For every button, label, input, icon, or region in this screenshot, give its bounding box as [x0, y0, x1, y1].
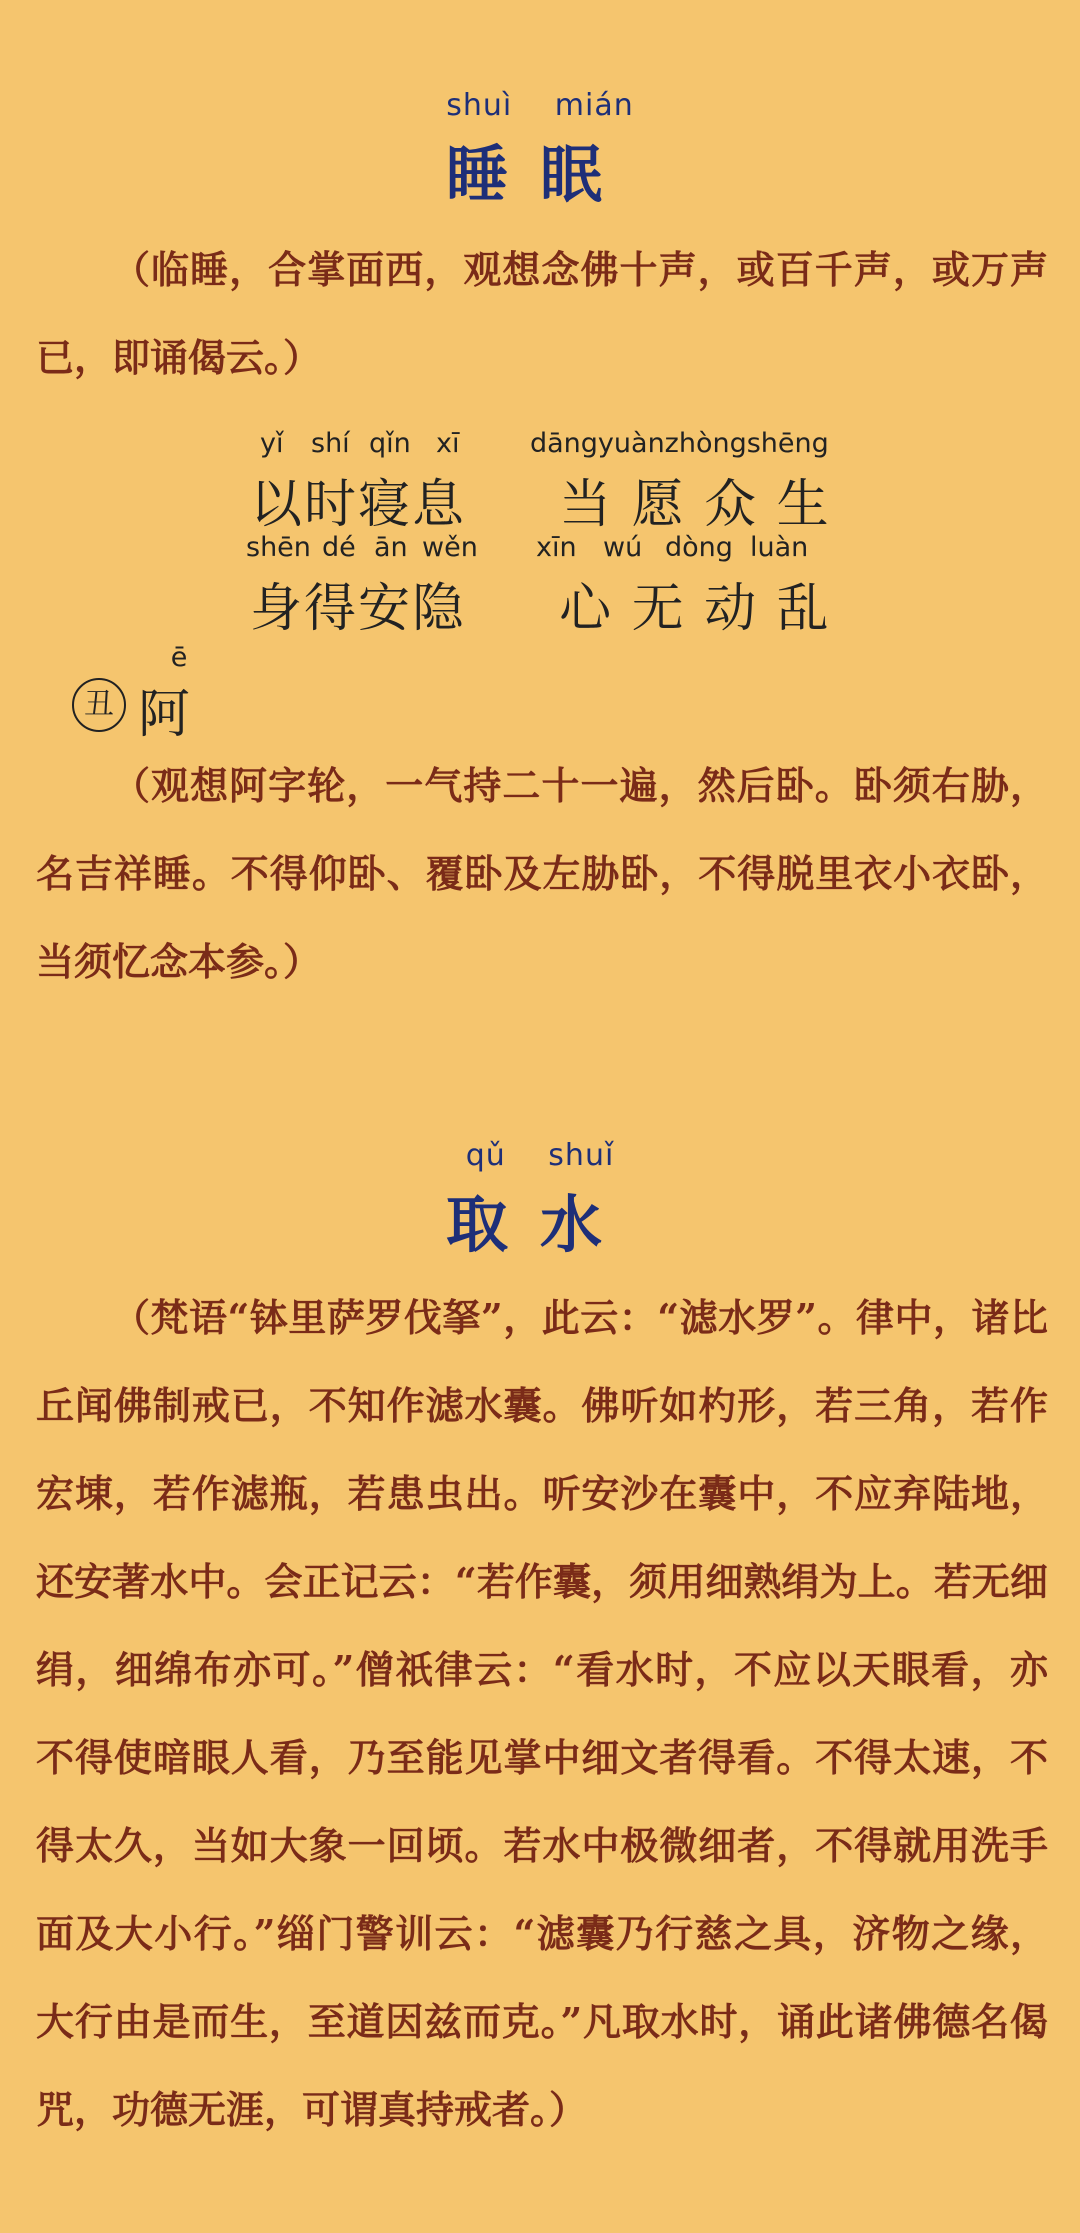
- title-char: 水: [540, 1188, 635, 1261]
- section-title: [0, 1175, 1080, 1264]
- title-pinyin-syllable: shuì: [446, 88, 513, 123]
- verse-pinyin-syllable: luàn: [750, 532, 809, 563]
- verse-pinyin: [246, 532, 850, 566]
- title-char: 取: [445, 1188, 540, 1261]
- mantra-pinyin: ē: [170, 642, 188, 673]
- verse-pinyin-syllable: dé: [322, 532, 356, 563]
- circled-mark-icon: 丑: [72, 678, 126, 732]
- verse-line: [250, 428, 850, 537]
- verse-pinyin: [250, 428, 850, 462]
- verse-pinyin-syllable: qǐn: [369, 428, 411, 459]
- title-char: 睡: [445, 138, 540, 211]
- verse-half: 以时寝息: [250, 475, 467, 535]
- verse-pinyin-syllable: wú: [603, 532, 643, 563]
- section-heading-sleep: [0, 88, 1080, 214]
- title-pinyin: [0, 88, 1080, 123]
- verse-line: [246, 532, 850, 641]
- verse-characters: [250, 566, 850, 641]
- title-char: 眠: [540, 138, 635, 211]
- verse-pinyin-syllable: xī: [436, 428, 460, 459]
- verse-pinyin-syllable: xīn: [536, 532, 577, 563]
- title-pinyin-syllable: qǔ: [465, 1138, 506, 1173]
- mantra-note: （观想阿字轮，一气持二十一遍，然后卧。卧须右胁，名吉祥睡。不得仰卧、覆卧及左胁卧，不得脱里衣小衣卧，当须忆念本参。）: [36, 763, 1048, 984]
- water-note: （梵语“钵里萨罗伐拏”，此云：“滤水罗”。律中，诸比丘闻佛制戒已，不知作滤水囊。佛听如杓形，若三角，若作宏埬，若作滤瓶，若患虫出。听安沙在囊中，不应弃陆地，还安著水中。会正记云：“若作囊，须用细熟绢为上。若无细绢，细绵布亦可。”僧祇律云：“看水时，不应以天眼看，亦不得使暗眼人看，乃至能见掌中细文者得看。不得太速，不得太久，当如大象一回顷。若水中极微细者，不得就用洗手面及大小行。”缁门警训云：“滤囊乃行慈之具，济物之缘，大行由是而生，至道因兹而克。”凡取水时，诵此诸佛德名偈咒，功德无涯，可谓真持戒者。）: [36, 1295, 1048, 2132]
- title-pinyin-syllable: mián: [554, 88, 634, 123]
- verse-pinyin-syllable: shēn: [246, 532, 311, 563]
- title-pinyin-syllable: shuǐ: [548, 1138, 615, 1173]
- verse-half: 当 愿 众 生: [559, 475, 831, 535]
- verse-pinyin-syllable: wěn: [422, 532, 478, 563]
- verse-characters: [250, 462, 850, 537]
- verse-pinyin-syllable: shí: [311, 428, 350, 459]
- verse-half: 身得安隐: [250, 579, 467, 639]
- section-heading-water: [0, 1138, 1080, 1264]
- verse-pinyin-syllable: ān: [374, 532, 408, 563]
- verse-pinyin-syllable: dòng: [665, 532, 733, 563]
- intro-note: （临睡，合掌面西，观想念佛十声，或百千声，或万声已，即诵偈云。）: [36, 247, 1048, 380]
- mantra-character: 阿: [138, 685, 191, 745]
- section-title: [0, 125, 1080, 214]
- title-pinyin: [0, 1138, 1080, 1173]
- verse-pinyin-group: dāngyuànzhòngshēng: [530, 428, 829, 459]
- verse-pinyin-syllable: yǐ: [260, 428, 284, 459]
- verse-half: 心 无 动 乱: [559, 579, 831, 639]
